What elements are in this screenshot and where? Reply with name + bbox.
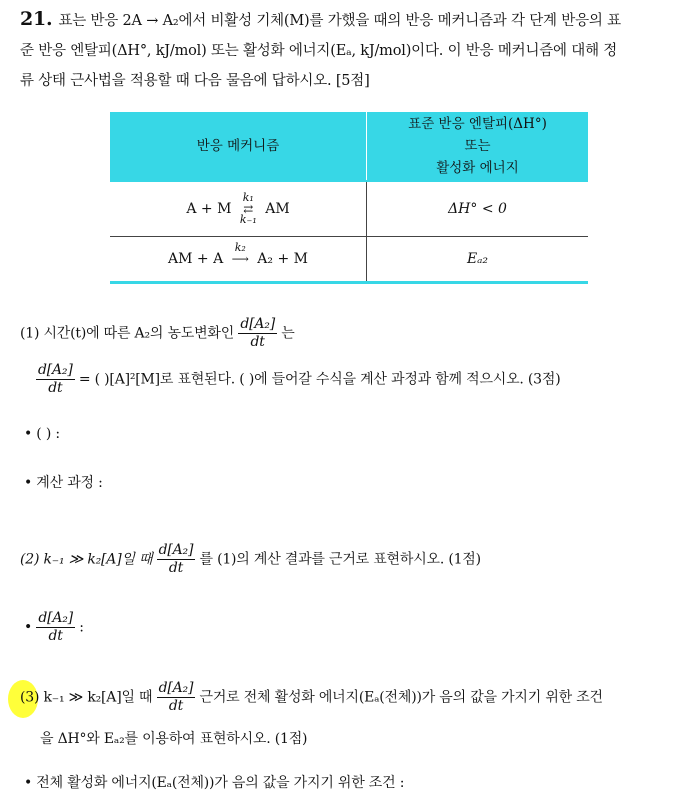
part3-prompt: (3) k₋₁ ≫ k₂[A]일 때 $\frac{\text{d[A₂]}}{dt}$ 근거로 전체 활성화 에너지(Eₐ(전체))가 음의 값을 가지기 위한 조건: [20, 680, 603, 714]
table-header-enthalpy: 표준 반응 엔탈피(ΔH°) 또는 활성화 에너지: [367, 112, 589, 181]
mechanism-step-1: A + M k₁ ⇄ k₋₁ AM: [110, 181, 367, 237]
part3-answer: • 전체 활성화 에너지(Eₐ(전체))가 음의 값을 가지기 위한 조건 :: [24, 775, 405, 791]
forward-arrow-icon: k₂ ⟶: [231, 241, 249, 266]
part1-equation: $\frac{\text{d[A₂]}}{dt}$ = ( )[A]²[M]로 표현된다. ( )에 들어갈 수식을 계산 과정과 함께 적으시오. (3점): [38, 362, 561, 396]
table-row: [110, 237, 588, 283]
question-number: 21.: [20, 8, 53, 30]
table-header-mechanism: 반응 메커니즘: [110, 112, 367, 181]
equilibrium-arrow-icon: k₁ ⇄ k₋₁: [239, 191, 257, 226]
intro-line-2: 준 반응 엔탈피(ΔH°, kJ/mol) 또는 활성화 에너지(Eₐ, kJ/mol)이다. 이 반응 메커니즘에 대해 정: [20, 43, 618, 59]
fraction: $\frac{\text{d[A₂]}}{dt}$: [38, 610, 73, 644]
mechanism-step-2: AM + A k₂ ⟶ A₂ + M: [110, 237, 367, 283]
fraction: $\frac{\text{d[A₂]}}{dt}$: [158, 680, 194, 714]
mechanism-table: [110, 112, 588, 284]
step-1-enthalpy: ΔH° < 0: [367, 181, 589, 237]
part1-prompt: (1) 시간(t)에 따른 A₂의 농도변화인 $\frac{\text{d[A₂]}}{dt}$ 는: [20, 316, 295, 350]
part2-answer: • $\frac{\text{d[A₂]}}{dt}$ :: [24, 610, 84, 644]
fraction: $\frac{\text{d[A₂]}}{dt}$: [158, 542, 194, 576]
step-2-activation-energy: Eₐ₂: [367, 237, 589, 283]
part1-calculation: • 계산 과정 :: [24, 475, 103, 491]
intro-line-3: 류 상태 근사법을 적용할 때 다음 물음에 답하시오. [5점]: [20, 73, 370, 89]
fraction: $\frac{\text{d[A₂]}}{dt}$: [240, 316, 275, 350]
part2-prompt: (2) k₋₁ ≫ k₂[A]일 때 $\frac{\text{d[A₂]}}{dt}$ 를 (1)의 계산 결과를 근거로 표현하시오. (1점): [20, 542, 481, 576]
part3-prompt-line2: 을 ΔH°와 Eₐ₂를 이용하여 표현하시오. (1점): [40, 731, 308, 747]
part1-answer-blank: • ( ) :: [24, 426, 60, 442]
intro-line-1: 21. 표는 반응 2A → A₂에서 비활성 기체(M)를 가했을 때의 반응 메커니즘과 각 단계 반응의 표: [20, 8, 621, 30]
table-row: [110, 181, 588, 237]
question-intro: [20, 4, 676, 96]
fraction: $\frac{\text{d[A₂]}}{dt}$: [38, 362, 73, 396]
